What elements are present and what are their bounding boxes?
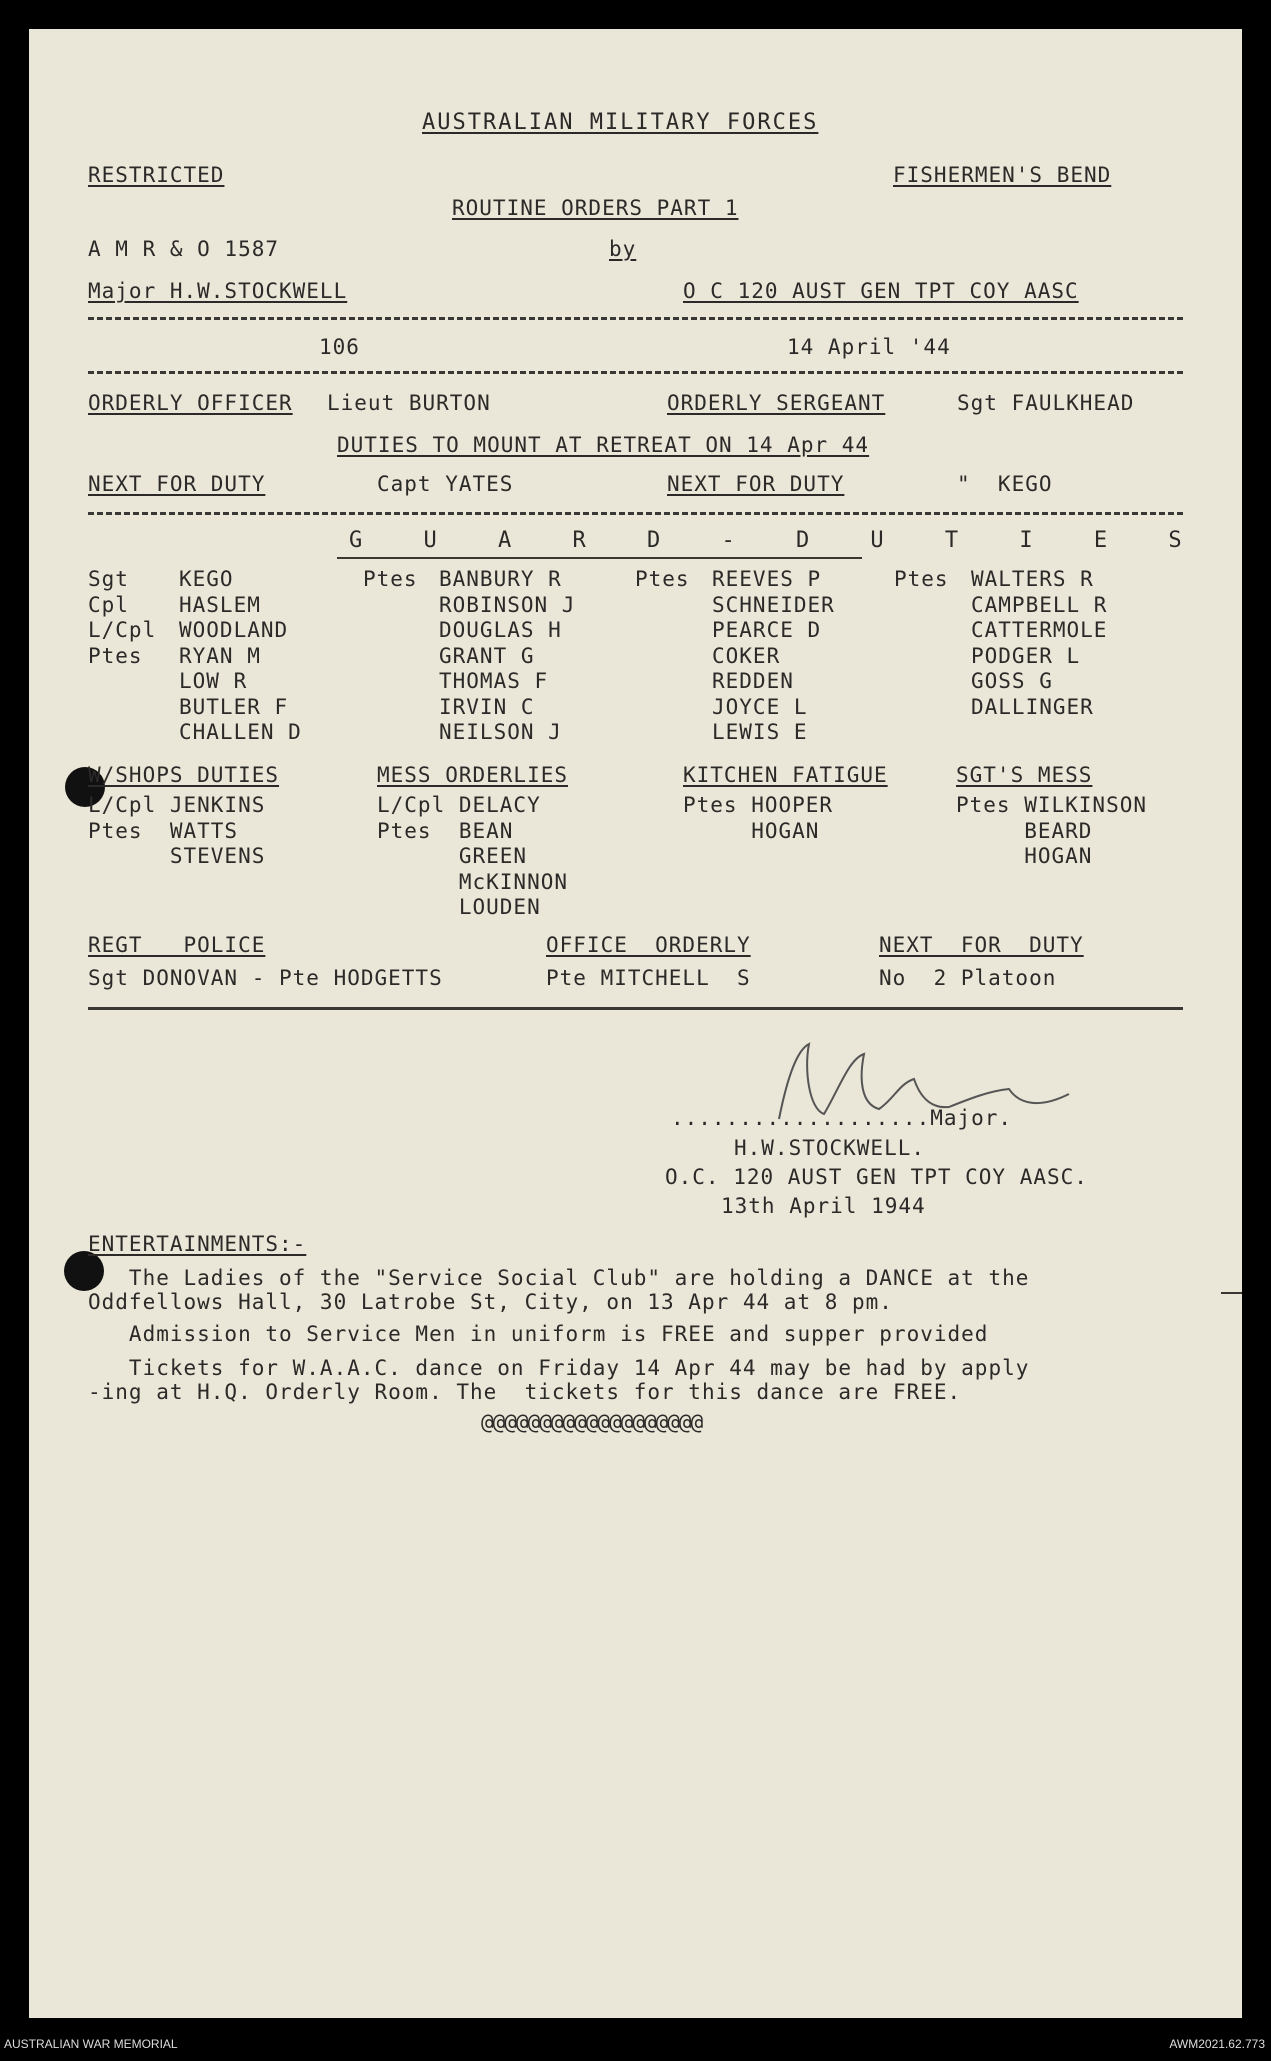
guard-col4-names <box>971 567 1107 720</box>
rank: Cpl <box>88 592 129 617</box>
guard-col3-names <box>712 567 835 746</box>
signatory-unit: O.C. 120 AUST GEN TPT COY AASC. <box>665 1165 1088 1189</box>
unit: O C 120 AUST GEN TPT COY AASC <box>683 279 1079 303</box>
kitchen-line: Ptes HOOPER <box>683 793 834 817</box>
guard-col1-names <box>179 567 302 746</box>
guard-name: IRVIN C <box>439 694 535 719</box>
margin-stroke <box>1221 1292 1242 1294</box>
sgts-line: BEARD <box>956 818 1093 843</box>
order-reference: A M R & O 1587 <box>88 237 280 261</box>
wshops-line: Ptes WATTS <box>88 818 239 843</box>
archive-footer <box>0 2029 1271 2061</box>
orderly-officer-label: ORDERLY OFFICER <box>88 391 293 415</box>
rank: L/Cpl <box>88 618 157 642</box>
mess-line: McKINNON <box>377 869 569 894</box>
divider-3 <box>88 512 1183 515</box>
guard-col2-rank: Ptes <box>363 567 418 591</box>
guard-col1-ranks <box>88 567 156 669</box>
guard-name: CATTERMOLE <box>971 618 1108 642</box>
next-for-duty-platoon: No 2 Platoon <box>879 966 1057 990</box>
orderly-sergeant-label: ORDERLY SERGEANT <box>667 391 886 415</box>
sgts-mess-list <box>956 793 1147 870</box>
guard-name: COKER <box>712 643 781 668</box>
issuer: Major H.W.STOCKWELL <box>88 279 348 303</box>
guard-col3-rank: Ptes <box>635 567 690 591</box>
guard-duties-heading: G U A R D - D U T I E S <box>349 528 1206 553</box>
kitchen-fatigue-heading: KITCHEN FATIGUE <box>683 763 888 787</box>
guard-name: LOW R <box>179 669 248 693</box>
guard-name: JOYCE L <box>712 694 808 719</box>
guard-name: GRANT G <box>439 643 535 668</box>
divider-1 <box>88 317 1183 320</box>
guard-heading-rule <box>337 557 862 559</box>
wshops-line: STEVENS <box>88 844 266 868</box>
guard-name: RYAN M <box>179 643 261 668</box>
signature-date: 13th April 1944 <box>721 1194 926 1218</box>
kitchen-fatigue-list <box>683 793 833 844</box>
guard-name: KEGO <box>179 567 234 591</box>
entertainments-line-5: -ing at H.Q. Orderly Room. The tickets for this dance are FREE. <box>88 1380 962 1404</box>
next-for-duty-heading: NEXT FOR DUTY <box>879 933 1084 957</box>
mess-line: L/Cpl DELACY <box>377 793 541 817</box>
mess-line: Ptes BEAN <box>377 818 514 843</box>
order-date: 14 April '44 <box>787 335 951 359</box>
wshops-heading: W/SHOPS DUTIES <box>88 763 280 787</box>
document-title: AUSTRALIAN MILITARY FORCES <box>422 110 819 135</box>
guard-name: PEARCE D <box>712 618 822 642</box>
guard-name: NEILSON J <box>439 720 562 744</box>
divider-2 <box>88 371 1183 374</box>
entertainments-line-3: Admission to Service Men in uniform is FREE and supper provided <box>88 1322 989 1346</box>
document-sheet <box>29 29 1242 2018</box>
order-number: 106 <box>319 335 360 359</box>
divider-4 <box>88 1007 1183 1010</box>
mess-line: GREEN <box>377 844 528 868</box>
guard-name: LEWIS E <box>712 720 808 744</box>
entertainments-line-2: Oddfellows Hall, 30 Latrobe St, City, on 13 Apr 44 at 8 pm. <box>88 1290 893 1314</box>
guard-name: THOMAS F <box>439 669 549 693</box>
guard-name: REEVES P <box>712 567 822 591</box>
guard-name: BUTLER F <box>179 694 289 719</box>
guard-name: GOSS G <box>971 669 1053 693</box>
mess-orderlies-heading: MESS ORDERLIES <box>377 763 569 787</box>
guard-name: DALLINGER <box>971 694 1094 719</box>
guard-name: REDDEN <box>712 669 794 693</box>
guard-name: PODGER L <box>971 643 1081 668</box>
guard-name: DOUGLAS H <box>439 618 562 642</box>
signatory-name: H.W.STOCKWELL. <box>734 1136 926 1160</box>
office-orderly: Pte MITCHELL S <box>546 966 751 990</box>
guard-col2-names <box>439 567 575 746</box>
next-for-duty-label-2: NEXT FOR DUTY <box>667 472 845 496</box>
sgts-line: HOGAN <box>956 844 1093 868</box>
rank: Sgt <box>88 567 129 591</box>
sgts-mess-heading: SGT'S MESS <box>956 763 1093 787</box>
mess-orderlies-list <box>377 793 568 921</box>
guard-name: ROBINSON J <box>439 592 576 617</box>
footer-accession: AWM2021.62.773 <box>1169 2037 1265 2051</box>
signature-dots-line: ...................Major. <box>671 1106 1013 1130</box>
kitchen-line: HOGAN <box>683 818 820 843</box>
orderly-officer: Lieut BURTON <box>327 391 491 415</box>
guard-name: CHALLEN D <box>179 720 302 744</box>
office-orderly-heading: OFFICE ORDERLY <box>546 933 751 957</box>
sgts-line: Ptes WILKINSON <box>956 793 1148 817</box>
orderly-sergeant: Sgt FAULKHEAD <box>957 391 1135 415</box>
guard-name: WOODLAND <box>179 618 289 642</box>
entertainments-line-4: Tickets for W.A.A.C. dance on Friday 14 Apr 44 may be had by apply <box>88 1356 1030 1380</box>
next-for-duty-label-1: NEXT FOR DUTY <box>88 472 266 496</box>
orders-subtitle: ROUTINE ORDERS PART 1 <box>452 196 739 220</box>
by-label: by <box>609 237 637 261</box>
mess-line: LOUDEN <box>377 895 541 919</box>
end-mark: @@@@@@@@@@@@@@@@@@@ <box>481 1410 703 1434</box>
wshops-list <box>88 793 265 870</box>
rank: Ptes <box>88 643 143 668</box>
wshops-line: L/Cpl JENKINS <box>88 793 266 817</box>
next-for-duty-1: Capt YATES <box>377 472 514 496</box>
entertainments-heading: ENTERTAINMENTS:- <box>88 1232 307 1256</box>
duties-heading: DUTIES TO MOUNT AT RETREAT ON 14 Apr 44 <box>337 433 870 457</box>
entertainments-line-1: The Ladies of the "Service Social Club" are holding a DANCE at the <box>88 1266 1030 1290</box>
guard-name: BANBURY R <box>439 567 562 591</box>
next-for-duty-2: " KEGO <box>957 472 1053 496</box>
location: FISHERMEN'S BEND <box>893 163 1112 187</box>
guard-col4-rank: Ptes <box>894 567 949 591</box>
guard-name: WALTERS R <box>971 567 1094 591</box>
guard-name: CAMPBELL R <box>971 592 1108 617</box>
regt-police-heading: REGT POLICE <box>88 933 266 957</box>
guard-name: HASLEM <box>179 592 261 617</box>
classification: RESTRICTED <box>88 163 225 187</box>
guard-name: SCHNEIDER <box>712 592 835 617</box>
footer-institution: AUSTRALIAN WAR MEMORIAL <box>4 2037 178 2051</box>
regt-police: Sgt DONOVAN - Pte HODGETTS <box>88 966 443 990</box>
